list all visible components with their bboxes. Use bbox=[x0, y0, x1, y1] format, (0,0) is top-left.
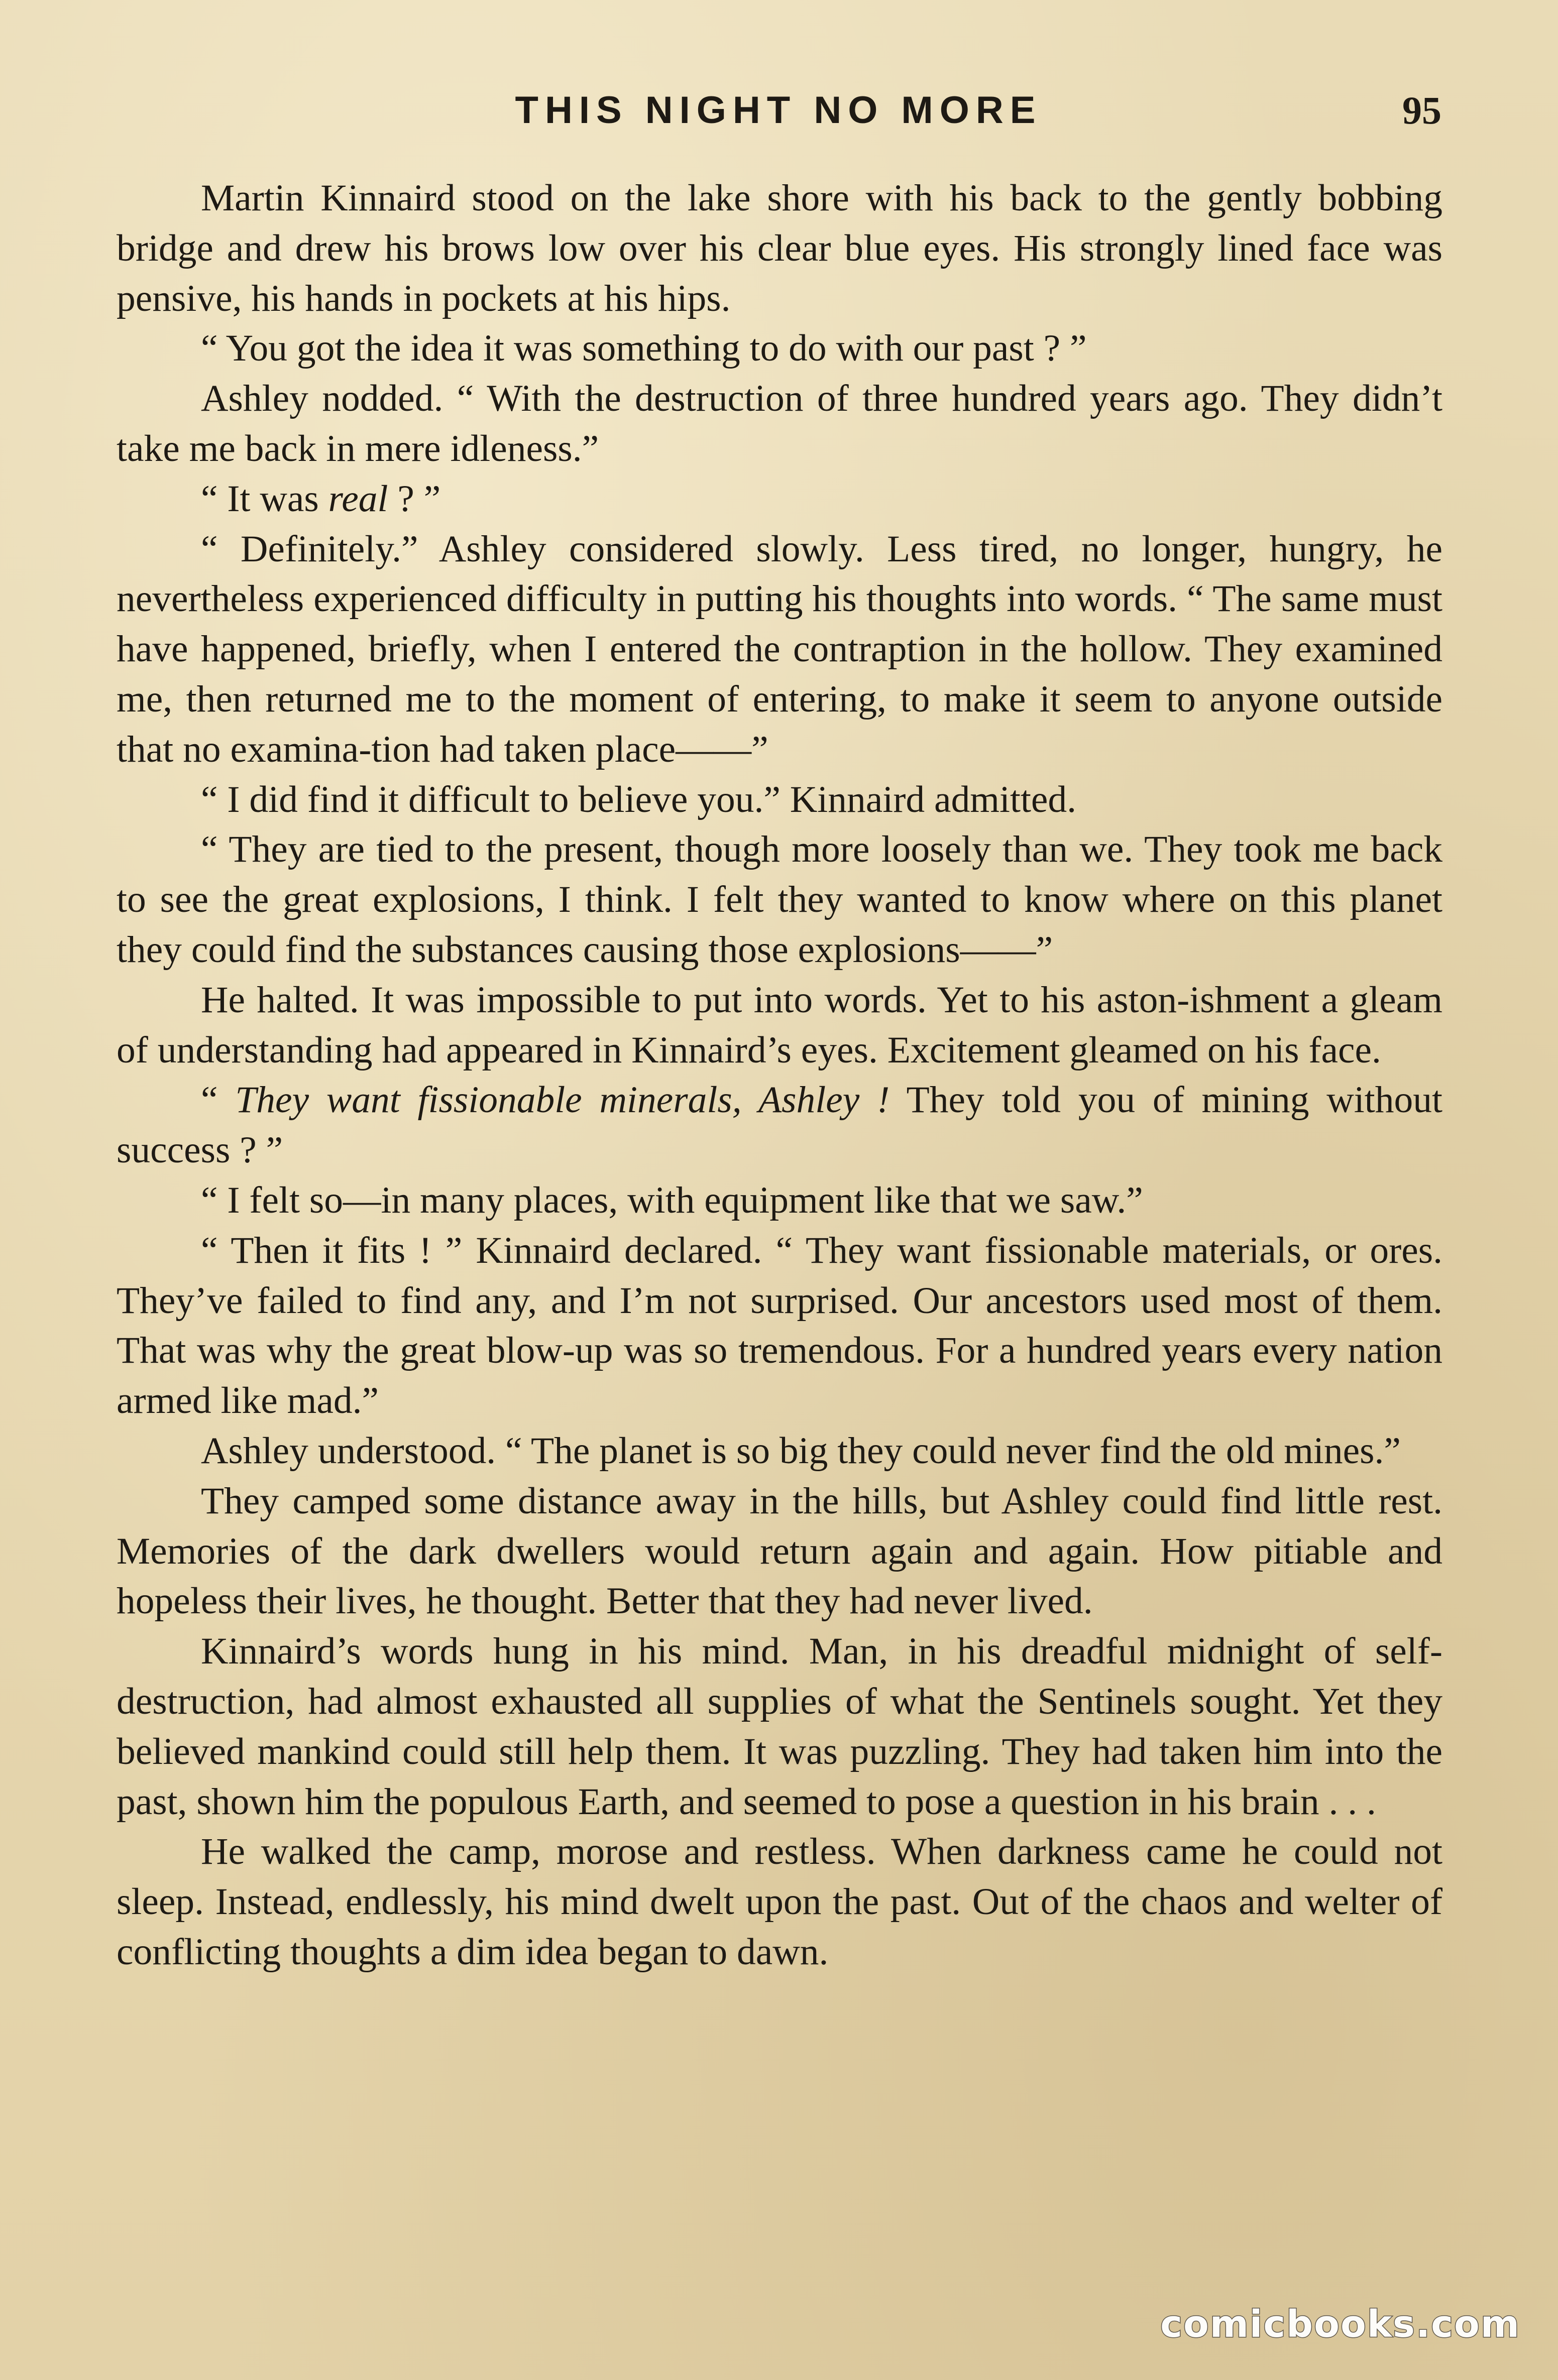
paragraph bbox=[117, 975, 1442, 1076]
text-run: He walked the camp, morose and restless. When darkness came he could not sleep. Instead, endlessly, his mind dwelt upon the past. Out of the chaos and welter of conflicting thoughts a dim idea began to dawn. bbox=[117, 1831, 1442, 1973]
page-number: 95 bbox=[1402, 88, 1441, 132]
text-run: ? ” bbox=[388, 478, 441, 520]
text-run: Martin Kinnaird stood on the lake shore with his back to the gently bobbing bridge and drew his brows low over his clear blue eyes. His strongly lined face was pensive, his hands in pockets at his hips. bbox=[117, 177, 1442, 319]
paragraph bbox=[117, 1827, 1442, 1977]
text-run: “ Then it fits ! ” Kinnaird declared. “ They want fissionable materials, or ores. They’ve failed to find any, and I’m not surprised. Our ancestors used most of them. That was why the great blow-up was so tremendous. For a hundred years every nation armed like mad.” bbox=[117, 1229, 1442, 1422]
paragraph bbox=[117, 474, 1442, 524]
paragraph bbox=[117, 1626, 1442, 1827]
paragraph bbox=[117, 173, 1442, 323]
text-run: “ I felt so—in many places, with equipment like that we saw.” bbox=[201, 1179, 1143, 1221]
text-run: “ You got the idea it was something to do with our past ? ” bbox=[201, 327, 1087, 370]
text-run: He halted. It was impossible to put into words. Yet to his aston-ishment a gleam of understanding had appeared in Kinnaird’s eyes. Excitement gleamed on his face. bbox=[117, 979, 1442, 1071]
italic-text: real bbox=[328, 478, 388, 520]
paragraph bbox=[117, 1226, 1442, 1426]
text-run: “ They are tied to the present, though more loosely than we. They took me back to see the great explosions, I think. I felt they wanted to know where on this planet they could find the substances causing those explosions——” bbox=[117, 828, 1442, 971]
running-head bbox=[116, 83, 1441, 138]
text-run: “ I did find it difficult to believe you.” Kinnaird admitted. bbox=[201, 778, 1077, 820]
paragraph bbox=[117, 775, 1442, 825]
paragraph bbox=[117, 1075, 1442, 1175]
text-run: Ashley nodded. “ With the destruction of three hundred years ago. They didn’t take me back in mere idleness.” bbox=[117, 378, 1442, 469]
running-title: THIS NIGHT NO MORE bbox=[515, 89, 1042, 132]
text-run: “ bbox=[201, 1079, 236, 1121]
text-run: They camped some distance away in the hills, but Ashley could find little rest. Memories of the dark dwellers would return again and again. How pitiable and hopeless their lives, he thought. Better that they had never lived. bbox=[117, 1480, 1442, 1622]
paragraph bbox=[117, 1175, 1442, 1226]
text-run: “ Definitely.” Ashley considered slowly. Less tired, no longer, hungry, he nevertheless experienced difficulty in putting his thoughts into words. “ The same must have happened, briefly, when I entered the contraption in the hollow. They examined me, then returned me to the moment of entering, to make it seem to anyone outside that no examina-tion had taken place——” bbox=[117, 528, 1442, 770]
italic-text: They want fissionable minerals, Ashley ! bbox=[235, 1079, 890, 1121]
text-run: Kinnaird’s words hung in his mind. Man, in his dreadful midnight of self-destruction, had almost exhausted all supplies of what the Sentinels sought. Yet they believed mankind could still help them. It was puzzling. They had taken him into the past, shown him the populous Earth, and seemed to pose a question in his brain . . . bbox=[117, 1630, 1442, 1823]
paragraph bbox=[117, 1476, 1442, 1626]
text-run: “ It was bbox=[201, 478, 328, 520]
body-text bbox=[117, 173, 1442, 1977]
watermark: comicbooks.com bbox=[1160, 2303, 1520, 2346]
paragraph bbox=[117, 374, 1442, 474]
paragraph bbox=[117, 323, 1442, 374]
text-run: Ashley understood. “ The planet is so big they could never find the old mines.” bbox=[201, 1430, 1401, 1472]
text-run: They told you of mining without success ? ” bbox=[117, 1079, 1442, 1171]
paragraph bbox=[117, 1426, 1442, 1476]
paragraph bbox=[117, 824, 1442, 975]
paragraph bbox=[117, 524, 1442, 775]
